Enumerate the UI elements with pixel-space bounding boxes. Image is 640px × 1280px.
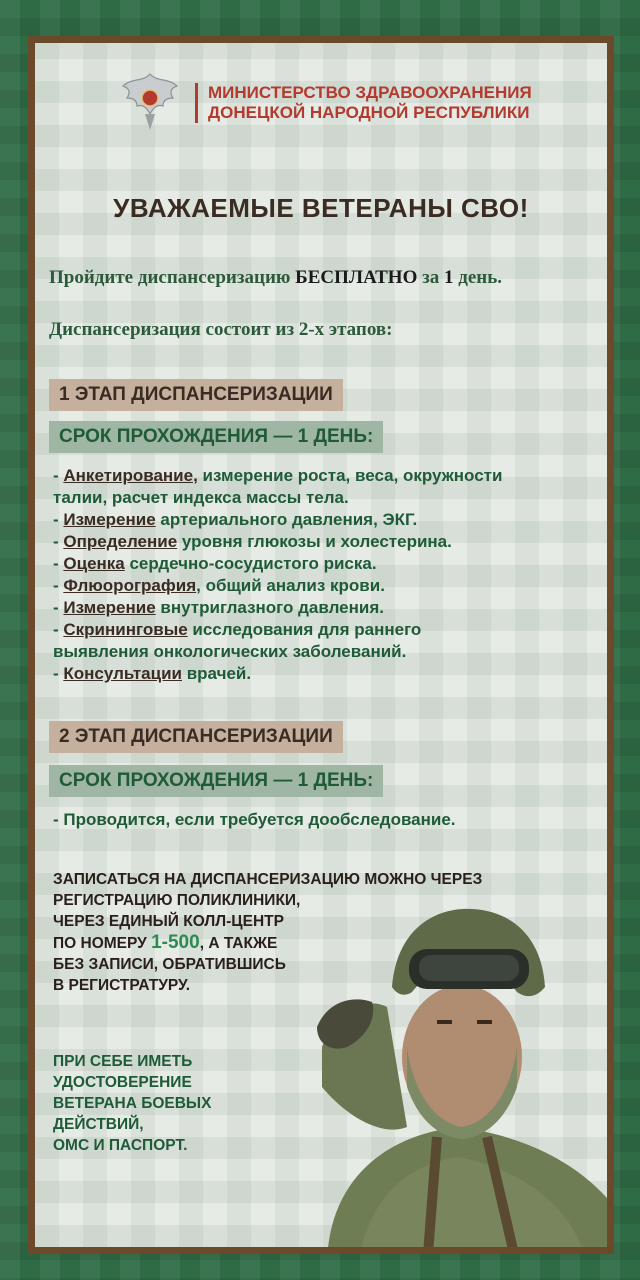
stage1-title: 1 ЭТАП ДИСПАНСЕРИЗАЦИИ bbox=[49, 379, 343, 411]
list-item: - Анкетирование, измерение роста, веса, окружности bbox=[53, 466, 503, 485]
stage1-list bbox=[53, 465, 613, 685]
list-item: - Определение уровня глюкозы и холестерина. bbox=[53, 532, 452, 551]
list-item: талии, расчет индекса массы тела. bbox=[53, 488, 349, 507]
stage2-term: СРОК ПРОХОЖДЕНИЯ — 1 ДЕНЬ: bbox=[49, 765, 383, 797]
intro-part-e: день. bbox=[453, 267, 503, 288]
intro-part-a: Пройдите диспансеризацию bbox=[49, 267, 296, 288]
intro-free-line bbox=[49, 267, 609, 289]
ministry-line-2: ДОНЕЦКОЙ НАРОДНОЙ РЕСПУБЛИКИ bbox=[208, 103, 530, 122]
list-item: - Флюорография, общий анализ крови. bbox=[53, 576, 385, 595]
ministry-header bbox=[115, 68, 532, 138]
intro-stages-line: Диспансеризация состоит из 2-х этапов: bbox=[49, 319, 393, 340]
intro-part-c: за bbox=[417, 267, 444, 288]
list-item: выявления онкологических заболеваний. bbox=[53, 642, 407, 661]
stage2-note: - Проводится, если требуется дообследование. bbox=[53, 810, 456, 829]
signup-line: БЕЗ ЗАПИСИ, ОБРАТИВШИСЬ bbox=[53, 956, 286, 973]
stage1-term: СРОК ПРОХОЖДЕНИЯ — 1 ДЕНЬ: bbox=[49, 421, 383, 453]
list-item: - Оценка сердечно-сосудистого риска. bbox=[53, 554, 377, 573]
ministry-line-1: МИНИСТЕРСТВО ЗДРАВООХРАНЕНИЯ bbox=[208, 83, 532, 102]
ministry-name bbox=[195, 83, 532, 123]
list-item: - Измерение артериального давления, ЭКГ. bbox=[53, 510, 418, 529]
documents-note: ПРИ СЕБЕ ИМЕТЬ УДОСТОВЕРЕНИЕ ВЕТЕРАНА БОЕВЫХ ДЕЙСТВИЙ, ОМС И ПАСПОРТ. bbox=[53, 1053, 212, 1154]
signup-line: ЗАПИСАТЬСЯ НА ДИСПАНСЕРИЗАЦИЮ МОЖНО ЧЕРЕЗ bbox=[53, 871, 483, 888]
signup-line: РЕГИСТРАЦИЮ ПОЛИКЛИНИКИ, bbox=[53, 892, 301, 909]
list-item: - Измерение внутриглазного давления. bbox=[53, 598, 385, 617]
intro-day-count: 1 bbox=[444, 267, 454, 288]
list-item: - Скрининговые исследования для раннего bbox=[53, 620, 422, 639]
coat-of-arms-icon bbox=[115, 68, 185, 138]
signup-line: В РЕГИСТРАТУРУ. bbox=[53, 977, 191, 994]
list-item: - Консультации врачей. bbox=[53, 664, 252, 683]
page-title: УВАЖАЕМЫЕ ВЕТЕРАНЫ СВО! bbox=[113, 193, 529, 223]
signup-line: ПО НОМЕРУ 1-500, А ТАКЖЕ bbox=[53, 932, 278, 953]
intro-free-word: БЕСПЛАТНО bbox=[295, 267, 418, 288]
poster-frame bbox=[28, 36, 614, 1254]
phone-number: 1-500 bbox=[151, 932, 200, 953]
signup-line: ЧЕРЕЗ ЕДИНЫЙ КОЛЛ-ЦЕНТР bbox=[53, 913, 284, 930]
stage2-title: 2 ЭТАП ДИСПАНСЕРИЗАЦИИ bbox=[49, 721, 343, 753]
saluting-soldier-illustration bbox=[287, 887, 614, 1254]
